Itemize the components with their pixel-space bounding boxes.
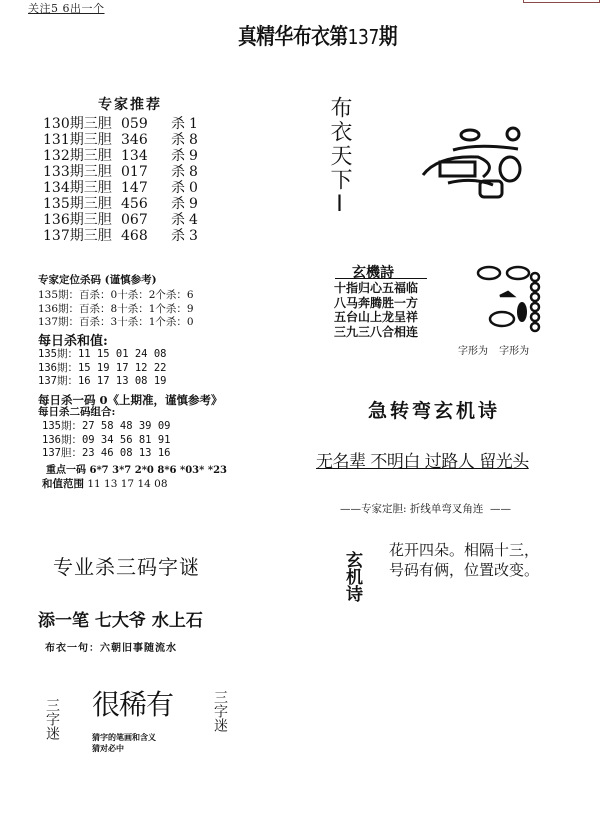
title-suffix: 期	[378, 25, 398, 50]
title-issue: 137	[347, 25, 379, 49]
expert-dan-line: ——专家定胆: 折线单弯叉角连 ——	[340, 503, 512, 515]
urgent-turn-title: 急转弯玄机诗	[368, 400, 501, 422]
xuanji-poem-vertical-label: 玄机诗	[342, 551, 362, 602]
sum-range-values: 11 13 17 14 08	[87, 478, 168, 490]
poem-line: 五台山上龙呈祥	[334, 310, 419, 324]
xuanji-poem-box-lines	[334, 281, 418, 339]
daily-sum-kill-list	[38, 348, 166, 389]
riddle-items: 添一笔 七大爷 水上石	[38, 611, 203, 631]
three-char-riddle-right-label: 三字迷	[212, 690, 228, 732]
position-kill-title: 专家定位杀码 (谨慎参考)	[38, 274, 157, 286]
poem-line: 号码有俩，位置改变。	[389, 561, 540, 579]
pick-issue: 133期三胆	[43, 164, 112, 180]
pick-kill-label: 杀	[171, 212, 185, 228]
pick-digits: 346	[121, 132, 148, 148]
pick-kill: 0	[189, 180, 198, 196]
pick-row	[43, 148, 198, 164]
poem-line: 十指归心五福临	[334, 281, 419, 295]
pick-kill-label: 杀	[171, 164, 185, 180]
pick-kill: 4	[189, 212, 198, 228]
pick-row	[43, 196, 198, 212]
sum-range-label: 和值范围	[42, 478, 84, 490]
daily-kill-one: 每日杀一码 0《上期准，谨慎参考》	[38, 393, 223, 407]
calligraphy-glyph-icon	[418, 125, 528, 200]
daily-kill-two-title: 每日杀二码组合:	[38, 406, 116, 418]
divider	[335, 278, 427, 279]
pick-kill: 3	[189, 228, 198, 244]
pick-digits: 456	[121, 196, 148, 212]
pick-digits: 468	[121, 228, 148, 244]
sum-kill-row: 136期：15 19 17 12 22	[38, 361, 167, 374]
focus-code-label: 重点一码	[46, 465, 86, 476]
pick-issue: 136期三胆	[43, 212, 112, 228]
kill-two-row: 136期：09 34 56 81 91	[42, 433, 171, 446]
pick-row	[43, 116, 198, 132]
pick-digits: 017	[121, 164, 148, 180]
pick-row	[43, 180, 198, 196]
pick-kill-label: 杀	[171, 196, 185, 212]
pick-issue: 134期三胆	[43, 180, 112, 196]
riddle-hint: 猜字的笔画和含义猜对必中	[92, 732, 156, 753]
pick-issue: 132期三胆	[43, 148, 112, 164]
expert-picks-title: 专家推荐	[98, 97, 162, 113]
position-kill-row: 137期：百杀：3十杀：1个杀：0	[38, 316, 194, 328]
xuanji-poem-lines	[389, 540, 539, 580]
pick-kill-label: 杀	[171, 132, 185, 148]
kill-two-row: 135期：27 58 48 39 09	[42, 420, 171, 432]
riddle-main-word: 很稀有	[92, 688, 174, 721]
sum-range	[42, 476, 168, 491]
pick-row	[43, 212, 198, 228]
pick-row	[43, 132, 198, 148]
buyi-line: 布衣一句：六朝旧事随流水	[45, 643, 177, 654]
sum-kill-row: 135期：11 15 01 24 08	[38, 348, 167, 360]
corner-frame	[523, 0, 600, 3]
pick-row	[43, 228, 198, 244]
sum-kill-row: 137期：16 17 13 08 19	[38, 375, 167, 387]
pick-kill-label: 杀	[171, 148, 185, 164]
pick-kill-label: 杀	[171, 180, 185, 196]
pick-issue: 137期三胆	[43, 228, 112, 244]
pick-kill: 8	[189, 132, 198, 148]
daily-kill-two-list	[42, 420, 170, 461]
pick-issue: 130期三胆	[43, 116, 112, 132]
position-kill-list	[38, 289, 194, 330]
kill-two-row: 137胆：23 46 08 13 16	[42, 447, 171, 459]
page-title	[238, 20, 397, 51]
pick-kill-label: 杀	[171, 228, 185, 244]
focus-code-values: 6*7 3*7 2*0 8*6 *03* *23	[89, 465, 227, 476]
poem-line: 八马奔腾胜一方	[334, 295, 419, 310]
pick-digits: 147	[121, 180, 148, 196]
buyi-tianxia-vertical: 布衣天下I	[327, 96, 352, 219]
three-char-riddle-left-label: 三字迷	[44, 698, 60, 740]
pick-issue: 131期三胆	[43, 132, 112, 148]
poem-line: 三九三八合相连	[334, 324, 419, 339]
pick-kill: 9	[189, 196, 198, 212]
position-kill-row: 136期：百杀：8十杀：1个杀：9	[38, 302, 194, 315]
pick-kill: 8	[189, 164, 198, 180]
position-kill-row: 135期：百杀：0十杀：2个杀：6	[38, 289, 194, 301]
title-prefix: 真精华布衣第	[238, 25, 348, 50]
expert-picks-list	[43, 116, 198, 244]
top-note: 关注5 6出一个	[28, 2, 105, 15]
focus-code	[46, 461, 227, 476]
daily-sum-kill-title: 每日杀和值:	[38, 334, 108, 349]
pick-row	[43, 164, 198, 180]
urgent-turn-poem: 无名辈 不明白 过路人 留光头	[316, 452, 529, 472]
pick-kill-label: 杀	[171, 116, 185, 132]
shape-captions: 字形为 字形为	[458, 346, 530, 357]
shape-riddle-glyph-icon	[475, 264, 555, 334]
pick-digits: 067	[121, 212, 148, 228]
pick-kill: 9	[189, 148, 198, 164]
pick-kill: 1	[189, 116, 198, 132]
pick-digits: 134	[121, 148, 148, 164]
pick-digits: 059	[121, 116, 148, 132]
poem-line: 花开四朵。相隔十三，	[389, 541, 540, 559]
xuanji-poem-box-title: 玄機詩	[352, 265, 394, 281]
riddle-title: 专业杀三码字谜	[53, 555, 200, 579]
pick-issue: 135期三胆	[43, 196, 112, 212]
